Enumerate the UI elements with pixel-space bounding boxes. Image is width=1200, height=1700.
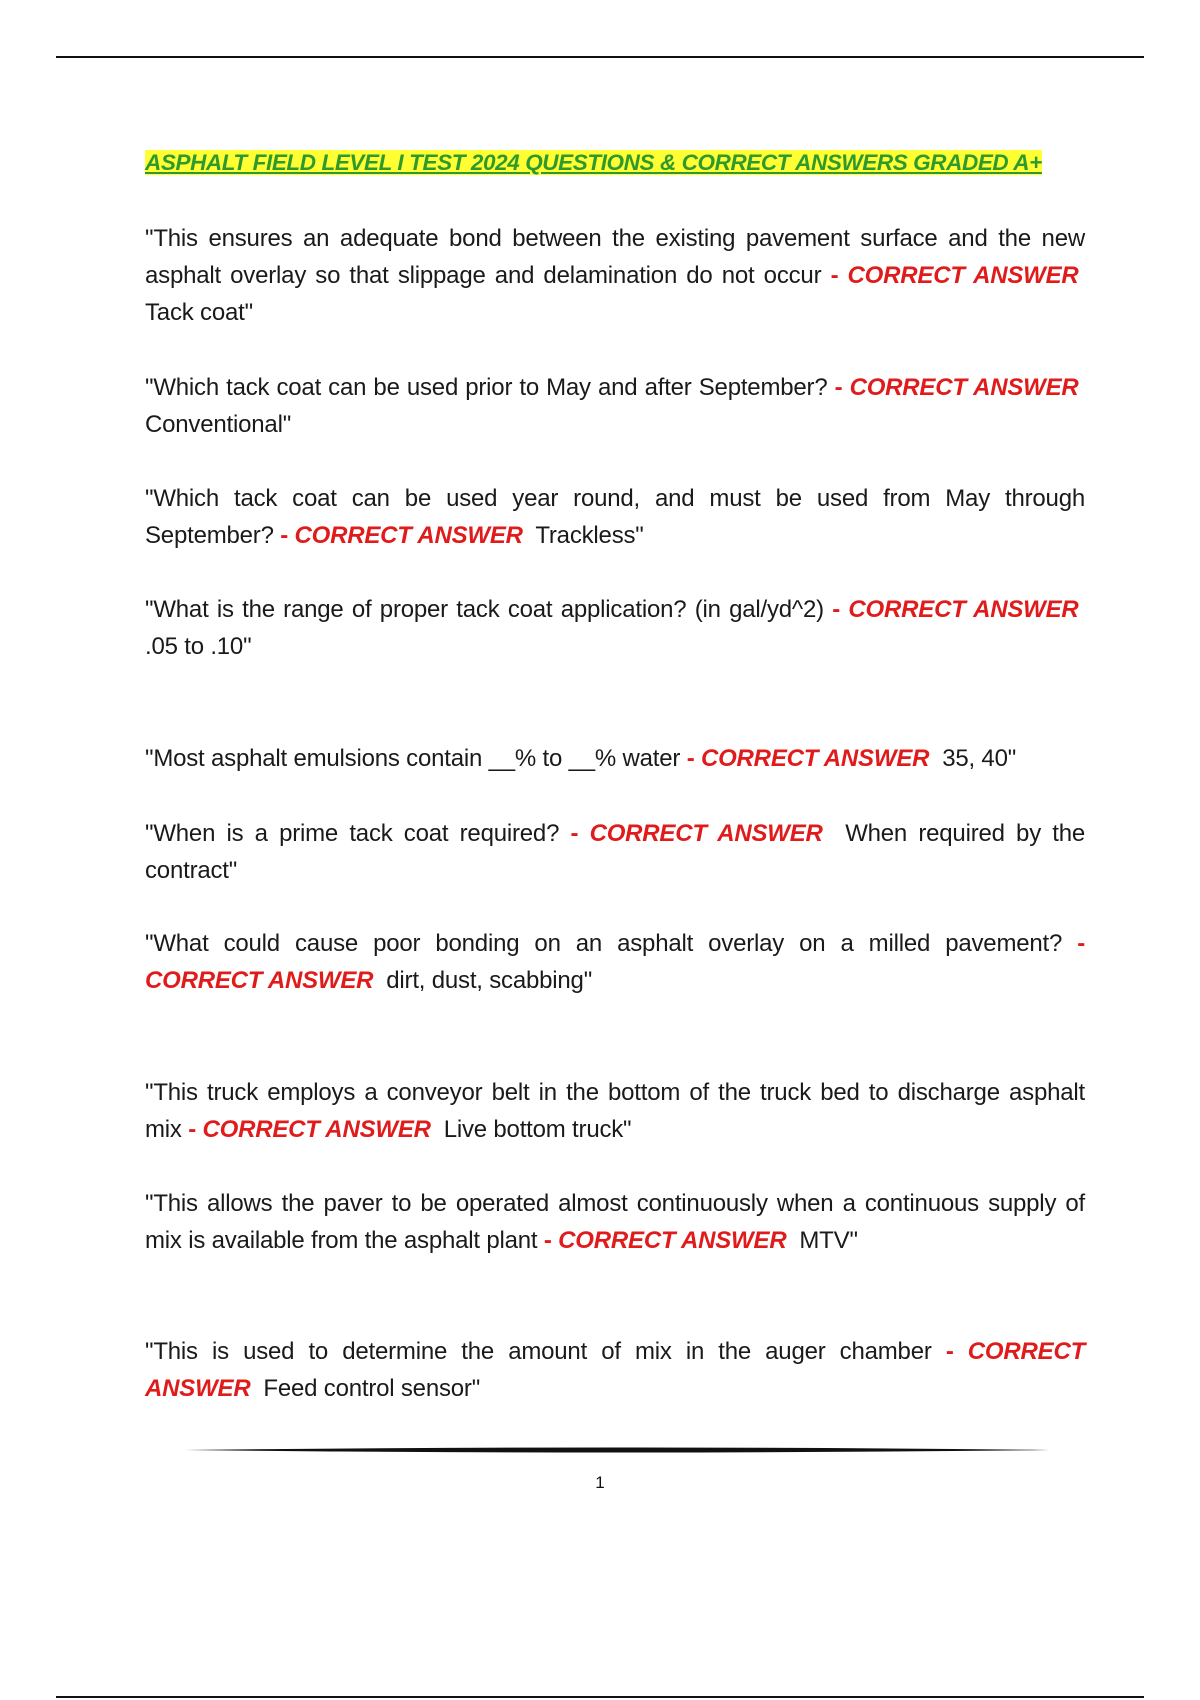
document-title-text: ASPHALT FIELD LEVEL I TEST 2024 QUESTIONS & CORRECT ANSWERS GRADED A+ — [145, 150, 1042, 175]
top-page-rule — [56, 56, 1144, 58]
answer-label: CORRECT ANSWER — [558, 1227, 787, 1254]
qa-item — [145, 591, 1085, 665]
qa-item — [145, 369, 1085, 443]
answer-label: CORRECT ANSWER — [849, 374, 1079, 401]
answer-text: Live bottom truck" — [443, 1116, 632, 1143]
question-text: "Most asphalt emulsions contain __% to __% water — [145, 745, 681, 772]
answer-text: Conventional" — [145, 411, 292, 438]
answer-text: Feed control sensor" — [263, 1375, 481, 1402]
question-text: "Which tack coat can be used prior to May and after September? — [145, 374, 828, 401]
answer-text: 35, 40" — [942, 745, 1017, 772]
answer-separator: - — [945, 1338, 954, 1365]
answer-label: CORRECT ANSWER — [700, 745, 930, 772]
question-text: "What could cause poor bonding on an asphalt overlay on a milled pavement? — [145, 930, 1063, 957]
answer-text: When required by the contract" — [145, 820, 1086, 884]
qa-item — [145, 1074, 1085, 1148]
question-text: "What is the range of proper tack coat application? (in gal/yd^2) — [145, 596, 824, 623]
qa-item — [145, 925, 1085, 999]
answer-text: Tack coat" — [145, 299, 253, 326]
question-text: "When is a prime tack coat required? — [145, 820, 560, 847]
answer-separator: - — [834, 374, 843, 401]
answer-separator: - — [280, 522, 289, 549]
qa-item — [145, 1333, 1085, 1407]
document-body — [145, 145, 1086, 1402]
answer-separator: - — [832, 596, 841, 623]
qa-item — [145, 1185, 1085, 1259]
answer-label: CORRECT ANSWER — [145, 1338, 1086, 1402]
answer-text: dirt, dust, scabbing" — [386, 967, 593, 994]
footer-divider — [185, 1446, 1050, 1454]
qa-item — [145, 740, 1085, 777]
answer-separator: - — [1077, 930, 1085, 957]
qa-item — [145, 480, 1085, 554]
answer-separator: - — [686, 745, 695, 772]
question-text: "This allows the paver to be operated almost continuously when a continuous supply of mix is available from the asphalt plant — [145, 1190, 1085, 1254]
answer-separator: - — [188, 1116, 196, 1143]
answer-separator: - — [543, 1227, 552, 1254]
bottom-page-rule — [56, 1696, 1144, 1698]
question-text: "This ensures an adequate bond between the existing pavement surface and the new asphalt overlay so that slippage and delamination do not occur — [145, 225, 1085, 289]
answer-text: .05 to .10" — [145, 633, 252, 660]
page-number: 1 — [595, 1473, 605, 1492]
question-text: "This is used to determine the amount of mix in the auger chamber — [145, 1338, 932, 1365]
answer-text: MTV" — [799, 1227, 858, 1254]
answer-label: CORRECT ANSWER — [202, 1116, 431, 1143]
document-title — [145, 145, 1085, 181]
answer-text: Trackless" — [535, 522, 644, 549]
qa-item — [145, 815, 1085, 889]
answer-label: CORRECT ANSWER — [294, 522, 523, 549]
question-text: "Which tack coat can be used year round, and must be used from May through September? — [145, 485, 1085, 549]
answer-label: CORRECT ANSWER — [848, 596, 1079, 623]
answer-label: CORRECT ANSWER — [589, 820, 823, 847]
answer-label: CORRECT ANSWER — [145, 967, 374, 994]
answer-label: CORRECT ANSWER — [847, 262, 1079, 289]
question-text: "This truck employs a conveyor belt in the bottom of the truck bed to discharge asphalt mix — [145, 1079, 1085, 1143]
qa-item — [145, 220, 1085, 331]
answer-separator: - — [570, 820, 579, 847]
answer-separator: - — [830, 262, 839, 289]
